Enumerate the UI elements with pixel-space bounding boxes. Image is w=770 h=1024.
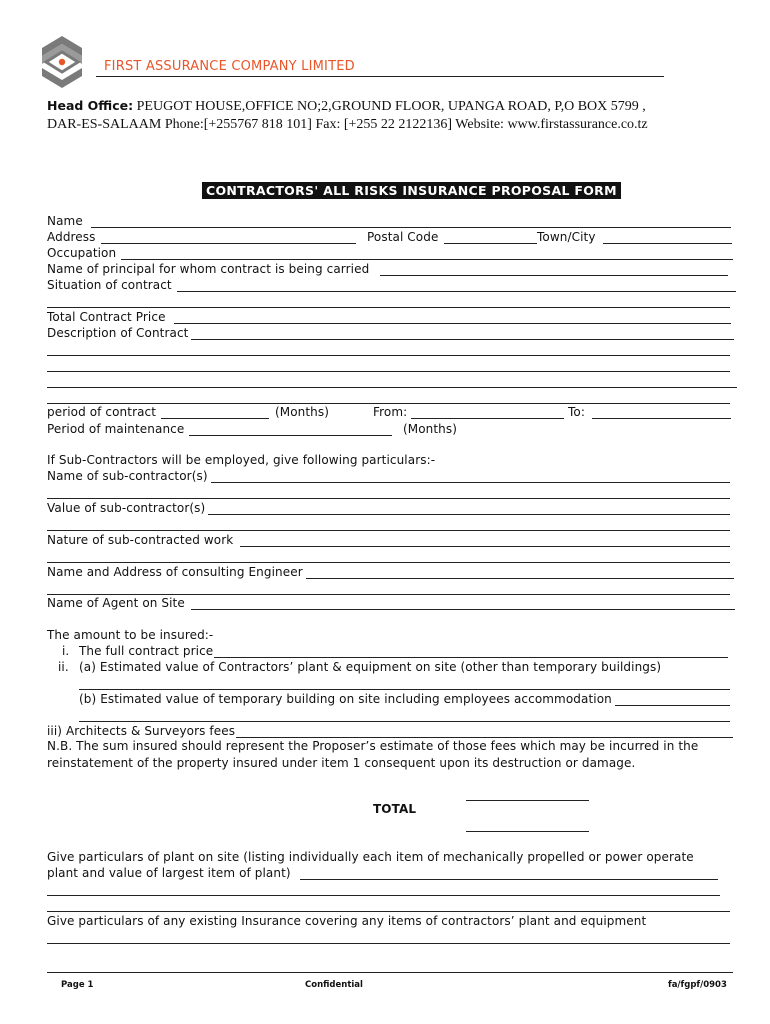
item-ii-a-label: (a) Estimated value of Contractors’ plant & equipment on site (other than temporary buildings) xyxy=(79,660,662,674)
period-contract-label: period of contract xyxy=(47,405,157,419)
consulting-engineer-label: Name and Address of consulting Engineer xyxy=(47,565,303,579)
form-title: CONTRACTORS' ALL RISKS INSURANCE PROPOSAL FORM xyxy=(202,182,621,199)
footer-ref: fa/fgpf/0903 xyxy=(668,980,727,990)
sub-nature-field-2[interactable] xyxy=(47,562,730,563)
situation-label: Situation of contract xyxy=(47,278,172,292)
head-office-label: Head Office: xyxy=(47,98,134,113)
plant-field[interactable] xyxy=(300,879,718,880)
occupation-field[interactable] xyxy=(121,259,733,260)
period-maintenance-field[interactable] xyxy=(189,435,392,436)
nb-line-2: reinstatement of the property insured under item 1 consequent upon its destruction or damage. xyxy=(47,756,636,770)
principal-label: Name of principal for whom contract is being carried xyxy=(47,262,370,276)
sub-value-label: Value of sub-contractor(s) xyxy=(47,501,206,515)
town-city-label: Town/City xyxy=(537,230,596,244)
item-i-field[interactable] xyxy=(214,657,728,658)
agent-on-site-label: Name of Agent on Site xyxy=(47,596,185,610)
sub-value-field-2[interactable] xyxy=(47,530,730,531)
total-price-field[interactable] xyxy=(174,323,731,324)
description-field-3[interactable] xyxy=(47,371,730,372)
name-field[interactable] xyxy=(91,227,731,228)
item-ii-number: ii. xyxy=(58,660,69,674)
to-field[interactable] xyxy=(592,418,731,419)
consulting-engineer-field[interactable] xyxy=(306,578,734,579)
head-office-line2: DAR-ES-SALAAM Phone:[+255767 818 101] Fax: [+255 22 2122136] Website: www.firstassurance.co.tz xyxy=(47,117,648,132)
description-field-4[interactable] xyxy=(47,387,737,388)
total-label: TOTAL xyxy=(373,802,417,816)
header-rule xyxy=(96,76,664,77)
sub-value-field[interactable] xyxy=(208,514,730,515)
existing-insurance-label: Give particulars of any existing Insurance covering any items of contractors’ plant and equipment xyxy=(47,914,647,928)
company-logo xyxy=(38,34,86,90)
plant-field-2[interactable] xyxy=(47,895,720,896)
postal-code-label: Postal Code xyxy=(367,230,439,244)
situation-field[interactable] xyxy=(177,291,736,292)
description-field[interactable] xyxy=(191,339,734,340)
situation-field-2[interactable] xyxy=(47,307,730,308)
plant-line-1: Give particulars of plant on site (listing individually each item of mechanically propelled or power operate xyxy=(47,850,694,864)
to-label: To: xyxy=(568,405,585,419)
description-field-2[interactable] xyxy=(47,355,730,356)
existing-insurance-field[interactable] xyxy=(47,943,730,944)
amount-intro: The amount to be insured:- xyxy=(47,628,214,642)
months-label-2: (Months) xyxy=(403,422,458,436)
item-i-number: i. xyxy=(62,644,70,658)
head-office-line1 xyxy=(47,98,646,115)
description-label: Description of Contract xyxy=(47,326,189,340)
postal-code-field[interactable] xyxy=(444,243,537,244)
subcontractors-intro: If Sub-Contractors will be employed, give following particulars:- xyxy=(47,453,436,467)
item-iii-label: iii) Architects & Surveyors fees xyxy=(47,724,236,738)
item-i-label: The full contract price xyxy=(79,644,214,658)
total-top-rule xyxy=(466,800,589,801)
sub-nature-field[interactable] xyxy=(240,546,730,547)
footer-confidential: Confidential xyxy=(305,980,363,990)
item-ii-b-field-2[interactable] xyxy=(79,721,730,722)
sub-name-label: Name of sub-contractor(s) xyxy=(47,469,208,483)
period-contract-field[interactable] xyxy=(161,418,269,419)
sub-name-field-2[interactable] xyxy=(47,498,730,499)
consulting-engineer-field-2[interactable] xyxy=(47,594,730,595)
name-label: Name xyxy=(47,214,83,228)
town-city-field[interactable] xyxy=(603,243,732,244)
company-name: FIRST ASSURANCE COMPANY LIMITED xyxy=(104,59,355,74)
period-maintenance-label: Period of maintenance xyxy=(47,422,185,436)
sub-name-field[interactable] xyxy=(211,482,730,483)
total-price-label: Total Contract Price xyxy=(47,310,166,324)
item-iii-field[interactable] xyxy=(236,737,733,738)
plant-line-2: plant and value of largest item of plant) xyxy=(47,866,291,880)
principal-field[interactable] xyxy=(380,275,728,276)
from-label: From: xyxy=(373,405,408,419)
sub-nature-label: Nature of sub-contracted work xyxy=(47,533,234,547)
agent-on-site-field[interactable] xyxy=(191,609,735,610)
description-field-5[interactable] xyxy=(47,403,730,404)
occupation-label: Occupation xyxy=(47,246,117,260)
item-ii-a-field[interactable] xyxy=(79,689,730,690)
plant-field-3[interactable] xyxy=(47,911,730,912)
footer-page: Page 1 xyxy=(61,980,94,990)
item-ii-b-field[interactable] xyxy=(615,705,730,706)
from-field[interactable] xyxy=(411,418,564,419)
item-ii-b-label: (b) Estimated value of temporary building on site including employees accommodation xyxy=(79,692,612,706)
total-field[interactable] xyxy=(466,831,589,832)
nb-line-1: N.B. The sum insured should represent the Proposer’s estimate of those fees which may be incurred in the xyxy=(47,739,699,753)
address-label: Address xyxy=(47,230,96,244)
months-label-1: (Months) xyxy=(275,405,330,419)
address-field[interactable] xyxy=(101,243,356,244)
head-office-address: PEUGOT HOUSE,OFFICE NO;2,GROUND FLOOR, UPANGA ROAD, P,O BOX 5799 , xyxy=(133,99,646,114)
footer-rule xyxy=(47,972,733,973)
